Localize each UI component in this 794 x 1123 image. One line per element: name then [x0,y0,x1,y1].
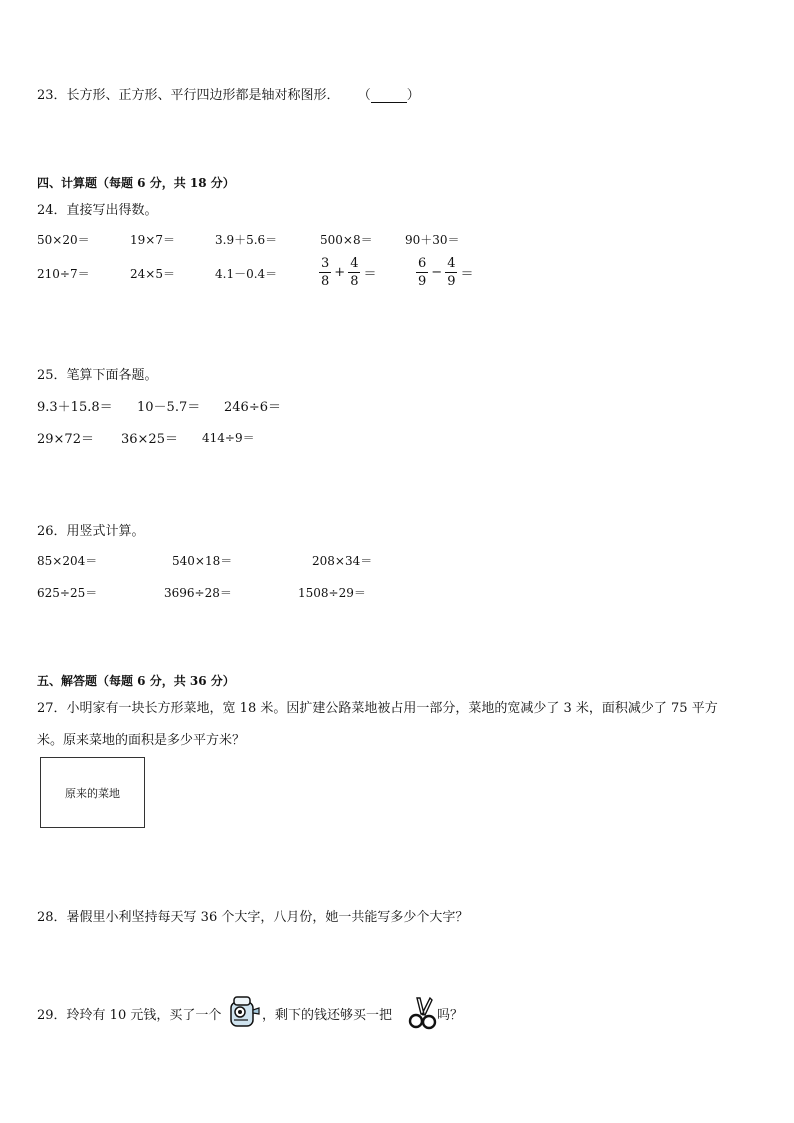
q25-item: 246÷6＝ [224,400,281,415]
question-23 [37,84,420,103]
paren-close: ） [406,88,420,103]
question-29-part-2: ，剩下的钱还够买一把 [262,1008,393,1023]
q25-item: 414÷9＝ [202,431,255,445]
q24-item: 210÷7＝ [37,267,90,281]
question-26-title: 26．用竖式计算。 [37,524,145,539]
question-25-title: 25．笔算下面各题。 [37,368,158,383]
equals-sign: ＝ [460,267,474,282]
answer-blank[interactable] [371,90,407,103]
question-29-part-1: 29．玲玲有 10 元钱，买了一个 [37,1008,222,1023]
section-5-heading: 五、解答题（每题 6 分，共 36 分） [37,674,235,688]
q24-item: 19×7＝ [130,233,175,247]
question-text: 长方形、正方形、平行四边形都是轴对称图形． [66,88,340,103]
q26-item: 3696÷28＝ [164,586,232,600]
fraction: 6 9 [418,256,427,289]
q25-item: 36×25＝ [121,432,178,447]
paren-open: （ [357,88,371,103]
scissors-icon [408,996,438,1030]
q26-item: 1508÷29＝ [298,586,366,600]
question-29-part-3: 吗？ [437,1008,464,1023]
question-number: 23． [37,88,67,103]
section-4-heading: 四、计算题（每题 6 分，共 18 分） [37,176,235,190]
q26-item: 625÷25＝ [37,586,98,600]
q26-item: 85×204＝ [37,554,98,568]
question-27-line-1: 27．小明家有一块长方形菜地，宽 18 米。因扩建公路菜地被占用一部分，菜地的宽减少了 3 米，面积减少了 75 平方 [37,701,718,716]
equals-sign: ＝ [363,267,377,282]
question-27-line-2: 米。原来菜地的面积是多少平方米？ [37,733,246,748]
q25-item: 9.3＋15.8＝ [37,400,113,415]
plus-sign: + [334,265,346,280]
q24-fraction-addition [318,255,378,290]
pencil-sharpener-icon [228,994,262,1030]
question-28: 28．暑假里小利坚持每天写 36 个大字，八月份，她一共能写多少个大字？ [37,910,469,925]
q24-item: 500×8＝ [320,233,373,247]
q24-item: 4.1－0.4＝ [215,267,278,281]
fraction: 3 8 [321,256,330,289]
q24-item: 50×20＝ [37,233,90,247]
q25-item: 29×72＝ [37,432,94,447]
question-24-title: 24．直接写出得数。 [37,203,158,218]
q25-item: 10－5.7＝ [137,400,201,415]
fraction: $\frac{4}{8}$ [350,256,359,289]
q26-item: 540×18＝ [172,554,233,568]
original-vegetable-field-diagram [40,757,145,828]
minus-sign: − [431,265,443,280]
fraction: $\frac{4}{9}$ [447,256,456,289]
q24-item: 3.9＋5.6＝ [215,233,278,247]
q24-item: 90＋30＝ [405,233,460,247]
q26-item: 208×34＝ [312,554,373,568]
q24-item: 24×5＝ [130,267,175,281]
diagram-label: 原来的菜地 [65,786,120,800]
q24-fraction-subtraction [415,255,475,290]
